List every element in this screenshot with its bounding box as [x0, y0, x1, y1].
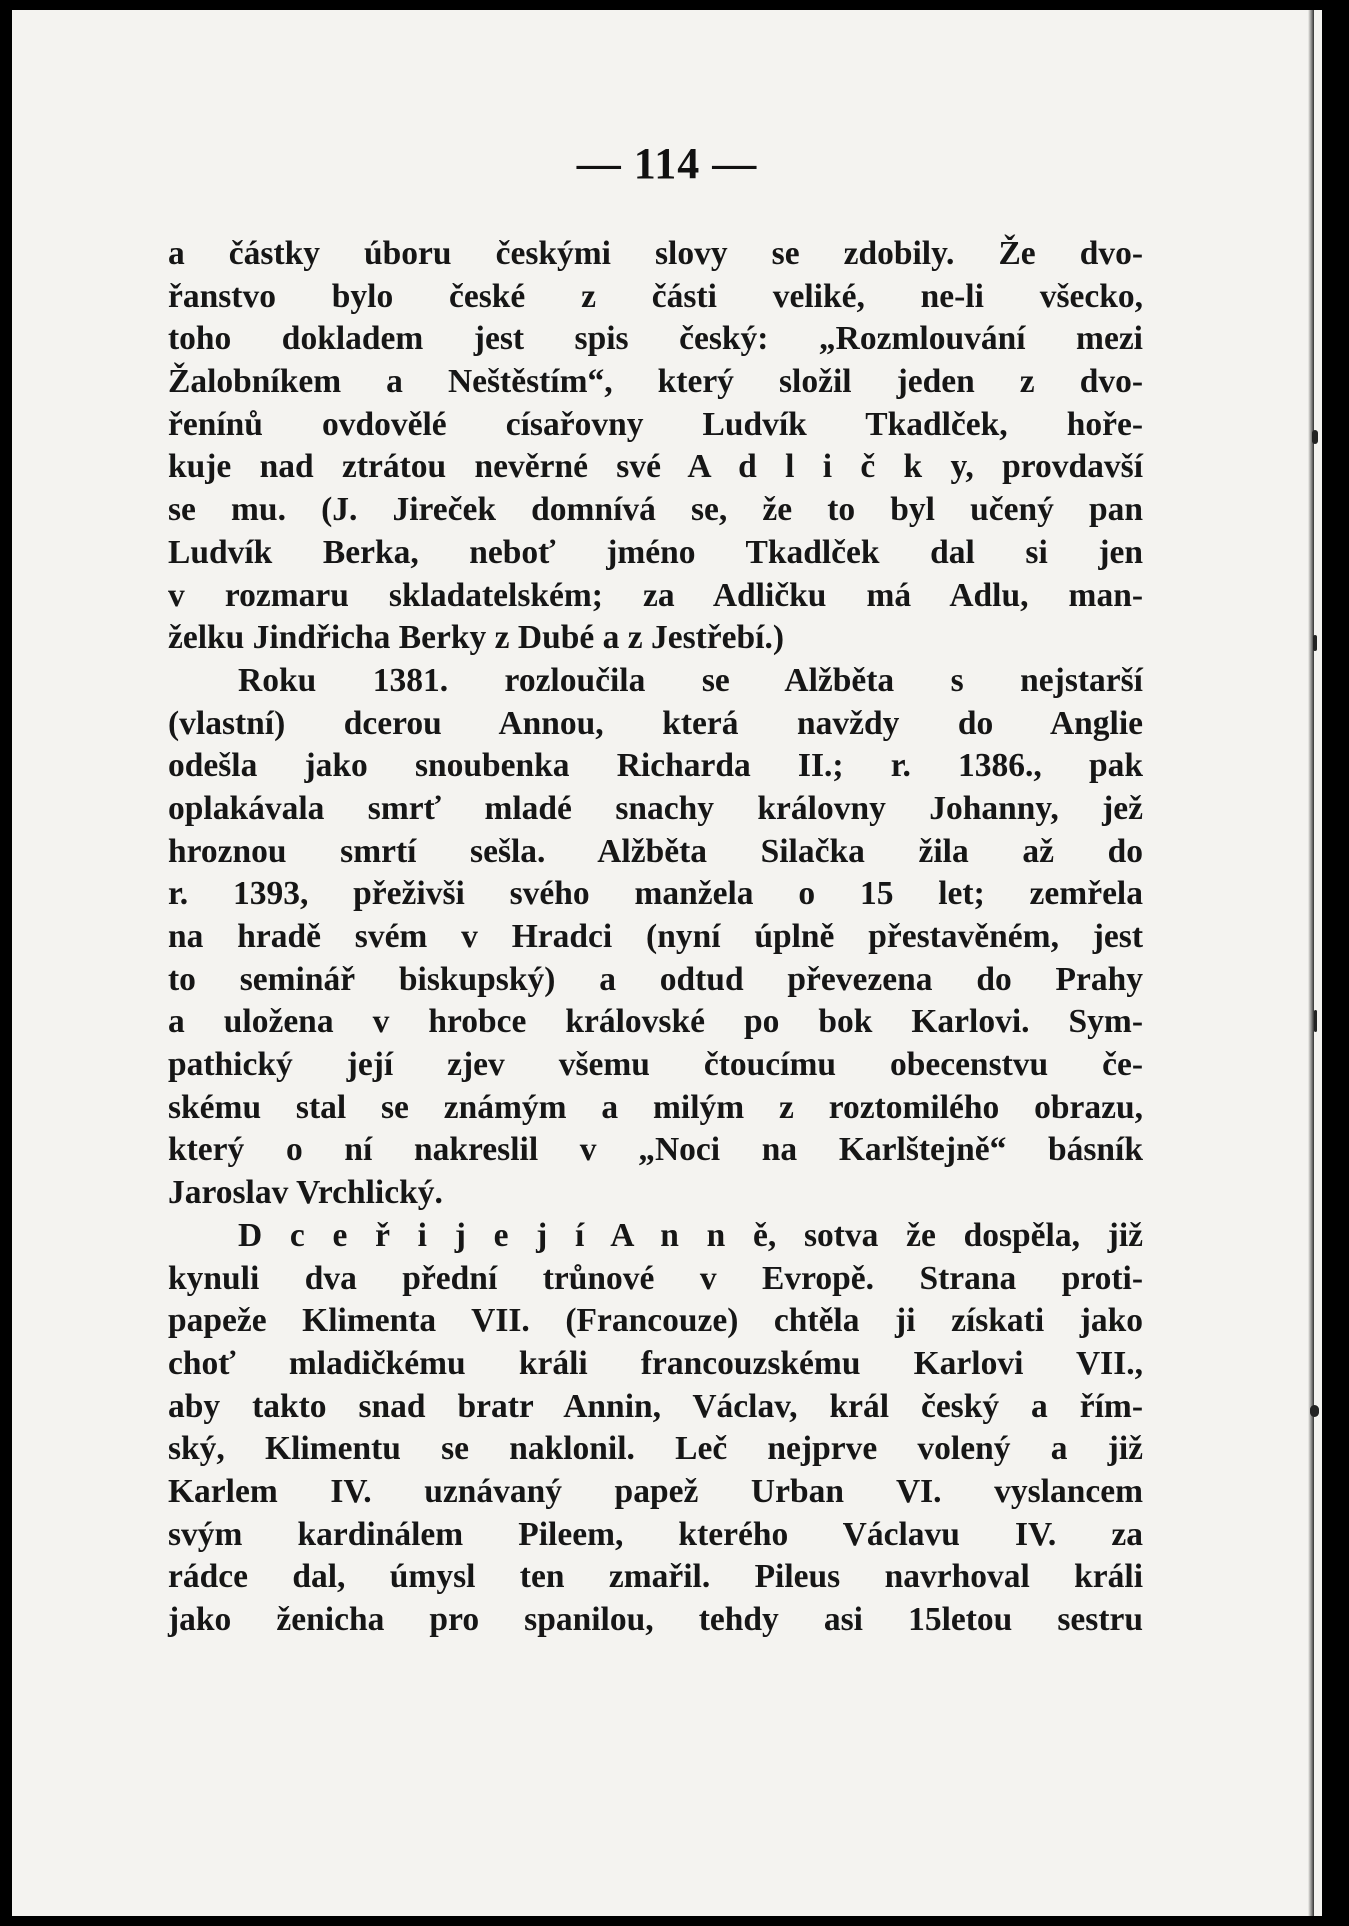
page-number: — 114 — — [576, 139, 758, 188]
text-line: a uložena v hrobce královské po bok Karlovi. Sym- — [168, 1003, 1143, 1041]
text-line: se mu. (J. Jireček domnívá se, že to byl učený pan — [168, 491, 1143, 529]
text-line: rádce dal, úmysl ten zmařil. Pileus navrhoval králi — [168, 1558, 1143, 1596]
body-text — [168, 233, 1143, 1642]
text-line: svým kardinálem Pileem, kterého Václavu IV. za — [168, 1515, 1143, 1553]
text-line: Jaroslav Vrchlický. — [168, 1174, 443, 1212]
text-line: Karlem IV. uznávaný papež Urban VI. vyslancem — [168, 1472, 1143, 1510]
text-line: ský, Klimentu se naklonil. Leč nejprve volený a již — [168, 1430, 1143, 1468]
text-line: kuje nad ztrátou nevěrné své A d l i č k y, provdavší — [168, 448, 1143, 486]
text-line: kynuli dva přední trůnové v Evropě. Strana proti- — [168, 1259, 1143, 1297]
text-line: Roku 1381. rozloučila se Alžběta s nejstarší — [238, 661, 1143, 699]
scan-speck — [1314, 1010, 1317, 1032]
text-line: hroznou smrtí sešla. Alžběta Silačka žila až do — [168, 832, 1143, 870]
text-line: řanstvo bylo české z části veliké, ne-li všecko, — [168, 277, 1143, 315]
text-line: na hradě svém v Hradci (nyní úplně přestavěném, jest — [168, 918, 1143, 955]
text-line: pathický její zjev všemu čtoucímu obecenstvu če- — [168, 1046, 1143, 1084]
page-spine-shadow — [1308, 10, 1314, 1916]
text-line: skému stal se známým a milým z roztomilého obrazu, — [168, 1088, 1143, 1126]
scan-speck — [1313, 635, 1317, 651]
text-line: a částky úboru českými slovy se zdobily. Že dvo- — [168, 235, 1143, 272]
scan-speck — [1310, 1405, 1319, 1417]
text-line: jako ženicha pro spanilou, tehdy asi 15letou sestru — [168, 1601, 1143, 1638]
text-line: řenínů ovdovělé císařovny Ludvík Tkadlček, hoře- — [168, 405, 1143, 443]
text-line: D c e ř i j e j í A n n ě, sotva že dospěla, již — [238, 1216, 1143, 1254]
text-line: toho dokladem jest spis český: „Rozmlouvání mezi — [168, 320, 1143, 358]
text-line: papeže Klimenta VII. (Francouze) chtěla ji získati jako — [168, 1302, 1143, 1340]
text-line: odešla jako snoubenka Richarda II.; r. 1386., pak — [168, 747, 1143, 785]
text-line: to seminář biskupský) a odtud převezena do Prahy — [168, 960, 1143, 998]
text-line: Žalobníkem a Neštěstím“, který složil jeden z dvo- — [168, 363, 1143, 401]
scan-speck — [1312, 430, 1318, 444]
text-line: v rozmaru skladatelském; za Adličku má Adlu, man- — [168, 576, 1143, 614]
text-line: Ludvík Berka, neboť jméno Tkadlček dal si jen — [168, 533, 1143, 571]
text-line: želku Jindřicha Berky z Dubé a z Jestřebí.) — [168, 619, 784, 657]
text-line: aby takto snad bratr Annin, Václav, král český a řím- — [168, 1387, 1143, 1425]
text-line: r. 1393, přeživši svého manžela o 15 let; zemřela — [168, 875, 1143, 913]
text-line: oplakávala smrť mladé snachy královny Johanny, jež — [168, 789, 1143, 827]
text-line: choť mladičkému králi francouzskému Karlovi VII., — [168, 1344, 1143, 1382]
book-page — [12, 10, 1322, 1916]
text-line: který o ní nakreslil v „Noci na Karlštejně“ básník — [168, 1131, 1143, 1169]
text-line: (vlastní) dcerou Annou, která navždy do Anglie — [168, 704, 1143, 742]
